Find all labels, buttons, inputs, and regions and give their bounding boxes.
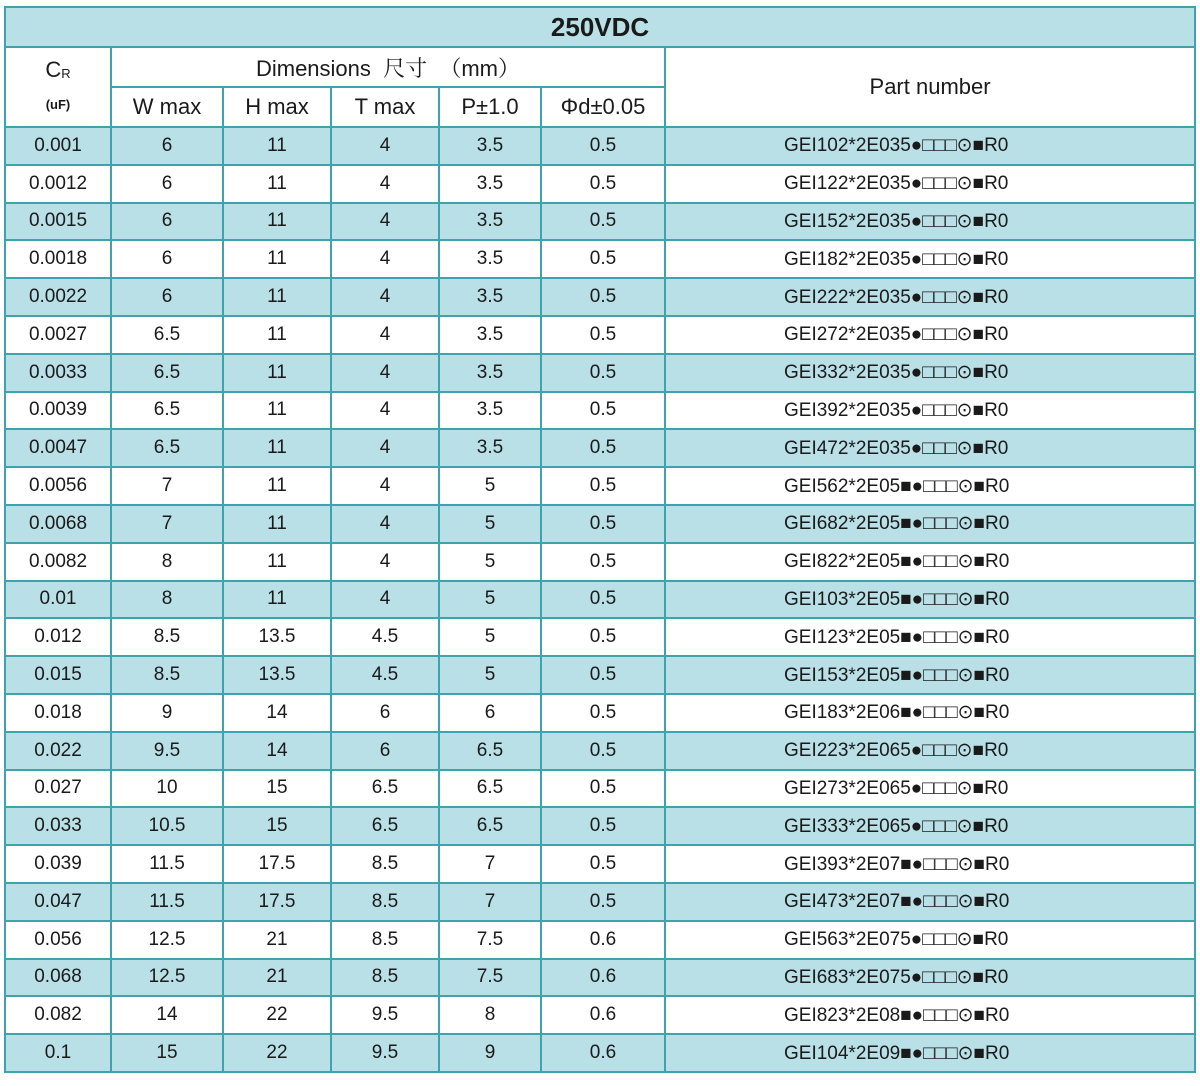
cell-capacitance: 0.0047 <box>5 429 111 467</box>
table-row <box>5 278 1195 316</box>
cell-lead-diameter: 0.5 <box>541 694 665 732</box>
cell-w-max: 8 <box>111 543 223 581</box>
cell-lead-diameter: 0.6 <box>541 921 665 959</box>
cell-t-max: 9.5 <box>331 996 439 1034</box>
cell-t-max: 4 <box>331 505 439 543</box>
cell-capacitance: 0.1 <box>5 1034 111 1072</box>
cell-capacitance: 0.022 <box>5 732 111 770</box>
cell-w-max: 6 <box>111 165 223 203</box>
cell-part-number: GEI822*2E05■●□□□⊙■R0 <box>665 543 1195 581</box>
table-row <box>5 807 1195 845</box>
cell-capacitance: 0.039 <box>5 845 111 883</box>
table-body <box>5 127 1195 1072</box>
header-pitch: P±1.0 <box>439 87 541 127</box>
cell-w-max: 6 <box>111 127 223 165</box>
cell-capacitance: 0.0018 <box>5 240 111 278</box>
cell-part-number: GEI392*2E035●□□□⊙■R0 <box>665 392 1195 430</box>
cell-t-max: 9.5 <box>331 1034 439 1072</box>
table-row <box>5 429 1195 467</box>
cell-h-max: 11 <box>223 581 331 619</box>
cell-part-number: GEI562*2E05■●□□□⊙■R0 <box>665 467 1195 505</box>
table-row <box>5 732 1195 770</box>
cell-capacitance: 0.0027 <box>5 316 111 354</box>
header-t-max: T max <box>331 87 439 127</box>
cell-pitch: 5 <box>439 505 541 543</box>
cell-t-max: 8.5 <box>331 845 439 883</box>
cell-lead-diameter: 0.5 <box>541 543 665 581</box>
cell-pitch: 6.5 <box>439 807 541 845</box>
cell-h-max: 14 <box>223 732 331 770</box>
table-row <box>5 127 1195 165</box>
cell-h-max: 15 <box>223 770 331 808</box>
cell-lead-diameter: 0.5 <box>541 581 665 619</box>
cell-t-max: 4 <box>331 127 439 165</box>
cell-w-max: 6.5 <box>111 429 223 467</box>
cell-w-max: 12.5 <box>111 921 223 959</box>
cell-capacitance: 0.015 <box>5 656 111 694</box>
table-row <box>5 543 1195 581</box>
cell-t-max: 8.5 <box>331 883 439 921</box>
table-row <box>5 694 1195 732</box>
cell-h-max: 11 <box>223 429 331 467</box>
cell-part-number: GEI182*2E035●□□□⊙■R0 <box>665 240 1195 278</box>
cell-w-max: 9 <box>111 694 223 732</box>
header-capacitance-subscript: R <box>61 65 71 81</box>
cell-pitch: 3.5 <box>439 240 541 278</box>
cell-lead-diameter: 0.5 <box>541 505 665 543</box>
cell-lead-diameter: 0.5 <box>541 278 665 316</box>
table-row <box>5 316 1195 354</box>
cell-h-max: 11 <box>223 316 331 354</box>
cell-capacitance: 0.0012 <box>5 165 111 203</box>
cell-w-max: 6.5 <box>111 354 223 392</box>
cell-w-max: 7 <box>111 467 223 505</box>
cell-capacitance: 0.0022 <box>5 278 111 316</box>
table-row <box>5 505 1195 543</box>
cell-w-max: 15 <box>111 1034 223 1072</box>
cell-part-number: GEI273*2E065●□□□⊙■R0 <box>665 770 1195 808</box>
cell-part-number: GEI102*2E035●□□□⊙■R0 <box>665 127 1195 165</box>
cell-lead-diameter: 0.5 <box>541 467 665 505</box>
cell-lead-diameter: 0.5 <box>541 240 665 278</box>
cell-capacitance: 0.0082 <box>5 543 111 581</box>
cell-pitch: 6.5 <box>439 732 541 770</box>
cell-t-max: 4 <box>331 429 439 467</box>
cell-capacitance: 0.027 <box>5 770 111 808</box>
cell-part-number: GEI682*2E05■●□□□⊙■R0 <box>665 505 1195 543</box>
cell-pitch: 7 <box>439 883 541 921</box>
cell-t-max: 4.5 <box>331 618 439 656</box>
cell-pitch: 3.5 <box>439 316 541 354</box>
cell-pitch: 8 <box>439 996 541 1034</box>
cell-lead-diameter: 0.5 <box>541 656 665 694</box>
cell-part-number: GEI152*2E035●□□□⊙■R0 <box>665 203 1195 241</box>
cell-part-number: GEI123*2E05■●□□□⊙■R0 <box>665 618 1195 656</box>
cell-t-max: 4 <box>331 543 439 581</box>
cell-w-max: 11.5 <box>111 845 223 883</box>
cell-part-number: GEI222*2E035●□□□⊙■R0 <box>665 278 1195 316</box>
cell-w-max: 6 <box>111 278 223 316</box>
cell-lead-diameter: 0.5 <box>541 354 665 392</box>
cell-capacitance: 0.0056 <box>5 467 111 505</box>
cell-w-max: 10.5 <box>111 807 223 845</box>
cell-pitch: 5 <box>439 581 541 619</box>
cell-lead-diameter: 0.5 <box>541 807 665 845</box>
cell-pitch: 7.5 <box>439 921 541 959</box>
cell-lead-diameter: 0.5 <box>541 203 665 241</box>
table-row <box>5 921 1195 959</box>
table-row <box>5 996 1195 1034</box>
cell-capacitance: 0.001 <box>5 127 111 165</box>
cell-pitch: 7 <box>439 845 541 883</box>
cell-pitch: 6.5 <box>439 770 541 808</box>
header-capacitance-unit: (uF) <box>45 96 71 112</box>
header-capacitance <box>5 47 111 127</box>
table-row <box>5 656 1195 694</box>
cell-t-max: 4 <box>331 467 439 505</box>
cell-t-max: 6.5 <box>331 770 439 808</box>
cell-t-max: 4 <box>331 165 439 203</box>
table-row <box>5 203 1195 241</box>
table-row <box>5 467 1195 505</box>
cell-pitch: 5 <box>439 543 541 581</box>
cell-w-max: 8.5 <box>111 656 223 694</box>
cell-lead-diameter: 0.5 <box>541 770 665 808</box>
table-row <box>5 770 1195 808</box>
cell-w-max: 9.5 <box>111 732 223 770</box>
spec-table-container <box>4 6 1194 1078</box>
cell-capacitance: 0.047 <box>5 883 111 921</box>
cell-capacitance: 0.068 <box>5 959 111 997</box>
table-row <box>5 883 1195 921</box>
cell-w-max: 7 <box>111 505 223 543</box>
cell-w-max: 14 <box>111 996 223 1034</box>
cell-t-max: 6.5 <box>331 807 439 845</box>
cell-h-max: 21 <box>223 921 331 959</box>
cell-lead-diameter: 0.5 <box>541 883 665 921</box>
table-row <box>5 845 1195 883</box>
cell-h-max: 11 <box>223 392 331 430</box>
table-row <box>5 354 1195 392</box>
cell-lead-diameter: 0.6 <box>541 996 665 1034</box>
cell-part-number: GEI823*2E08■●□□□⊙■R0 <box>665 996 1195 1034</box>
cell-w-max: 6.5 <box>111 316 223 354</box>
cell-part-number: GEI473*2E07■●□□□⊙■R0 <box>665 883 1195 921</box>
cell-pitch: 3.5 <box>439 354 541 392</box>
cell-w-max: 10 <box>111 770 223 808</box>
cell-h-max: 22 <box>223 1034 331 1072</box>
cell-lead-diameter: 0.6 <box>541 959 665 997</box>
cell-h-max: 21 <box>223 959 331 997</box>
cell-t-max: 4.5 <box>331 656 439 694</box>
cell-t-max: 4 <box>331 316 439 354</box>
cell-part-number: GEI332*2E035●□□□⊙■R0 <box>665 354 1195 392</box>
header-part-number: Part number <box>665 47 1195 127</box>
table-row <box>5 392 1195 430</box>
cell-pitch: 3.5 <box>439 165 541 203</box>
cell-capacitance: 0.012 <box>5 618 111 656</box>
cell-lead-diameter: 0.5 <box>541 429 665 467</box>
cell-lead-diameter: 0.5 <box>541 165 665 203</box>
cell-h-max: 11 <box>223 127 331 165</box>
header-h-max: H max <box>223 87 331 127</box>
cell-part-number: GEI183*2E06■●□□□⊙■R0 <box>665 694 1195 732</box>
cell-h-max: 11 <box>223 354 331 392</box>
cell-pitch: 5 <box>439 467 541 505</box>
cell-w-max: 12.5 <box>111 959 223 997</box>
cell-pitch: 3.5 <box>439 429 541 467</box>
cell-w-max: 11.5 <box>111 883 223 921</box>
table-row <box>5 240 1195 278</box>
cell-t-max: 6 <box>331 694 439 732</box>
cell-lead-diameter: 0.5 <box>541 392 665 430</box>
cell-part-number: GEI472*2E035●□□□⊙■R0 <box>665 429 1195 467</box>
cell-pitch: 5 <box>439 656 541 694</box>
cell-pitch: 3.5 <box>439 127 541 165</box>
header-capacitance-symbol: C <box>45 56 62 82</box>
cell-t-max: 4 <box>331 278 439 316</box>
cell-t-max: 4 <box>331 581 439 619</box>
capacitor-spec-table <box>4 6 1196 1073</box>
header-w-max: W max <box>111 87 223 127</box>
cell-h-max: 11 <box>223 505 331 543</box>
cell-capacitance: 0.018 <box>5 694 111 732</box>
table-row <box>5 581 1195 619</box>
table-row <box>5 165 1195 203</box>
cell-part-number: GEI393*2E07■●□□□⊙■R0 <box>665 845 1195 883</box>
cell-t-max: 4 <box>331 203 439 241</box>
cell-part-number: GEI122*2E035●□□□⊙■R0 <box>665 165 1195 203</box>
cell-h-max: 11 <box>223 278 331 316</box>
cell-t-max: 4 <box>331 392 439 430</box>
cell-h-max: 11 <box>223 543 331 581</box>
cell-capacitance: 0.082 <box>5 996 111 1034</box>
cell-h-max: 11 <box>223 240 331 278</box>
cell-w-max: 6 <box>111 203 223 241</box>
cell-h-max: 13.5 <box>223 618 331 656</box>
cell-h-max: 17.5 <box>223 845 331 883</box>
cell-lead-diameter: 0.5 <box>541 316 665 354</box>
cell-part-number: GEI223*2E065●□□□⊙■R0 <box>665 732 1195 770</box>
table-row <box>5 959 1195 997</box>
cell-pitch: 9 <box>439 1034 541 1072</box>
table-title: 250VDC <box>5 7 1195 47</box>
cell-lead-diameter: 0.5 <box>541 732 665 770</box>
cell-w-max: 8.5 <box>111 618 223 656</box>
header-lead-diameter: Φd±0.05 <box>541 87 665 127</box>
cell-w-max: 6 <box>111 240 223 278</box>
cell-capacitance: 0.056 <box>5 921 111 959</box>
cell-lead-diameter: 0.6 <box>541 1034 665 1072</box>
cell-lead-diameter: 0.5 <box>541 845 665 883</box>
cell-capacitance: 0.033 <box>5 807 111 845</box>
cell-capacitance: 0.0068 <box>5 505 111 543</box>
cell-h-max: 11 <box>223 203 331 241</box>
cell-part-number: GEI153*2E05■●□□□⊙■R0 <box>665 656 1195 694</box>
cell-lead-diameter: 0.5 <box>541 618 665 656</box>
cell-w-max: 6.5 <box>111 392 223 430</box>
cell-pitch: 3.5 <box>439 392 541 430</box>
cell-h-max: 13.5 <box>223 656 331 694</box>
cell-part-number: GEI104*2E09■●□□□⊙■R0 <box>665 1034 1195 1072</box>
cell-part-number: GEI683*2E075●□□□⊙■R0 <box>665 959 1195 997</box>
cell-h-max: 11 <box>223 165 331 203</box>
cell-pitch: 3.5 <box>439 278 541 316</box>
cell-part-number: GEI103*2E05■●□□□⊙■R0 <box>665 581 1195 619</box>
cell-part-number: GEI333*2E065●□□□⊙■R0 <box>665 807 1195 845</box>
cell-t-max: 8.5 <box>331 959 439 997</box>
cell-t-max: 4 <box>331 354 439 392</box>
cell-part-number: GEI272*2E035●□□□⊙■R0 <box>665 316 1195 354</box>
cell-t-max: 4 <box>331 240 439 278</box>
table-row <box>5 1034 1195 1072</box>
cell-capacitance: 0.0039 <box>5 392 111 430</box>
cell-pitch: 6 <box>439 694 541 732</box>
cell-h-max: 22 <box>223 996 331 1034</box>
cell-h-max: 15 <box>223 807 331 845</box>
cell-part-number: GEI563*2E075●□□□⊙■R0 <box>665 921 1195 959</box>
cell-capacitance: 0.0033 <box>5 354 111 392</box>
table-row <box>5 618 1195 656</box>
cell-h-max: 11 <box>223 467 331 505</box>
cell-pitch: 7.5 <box>439 959 541 997</box>
cell-h-max: 14 <box>223 694 331 732</box>
cell-capacitance: 0.0015 <box>5 203 111 241</box>
header-dimensions: Dimensions 尺寸 （mm） <box>111 47 665 87</box>
cell-t-max: 6 <box>331 732 439 770</box>
cell-pitch: 5 <box>439 618 541 656</box>
cell-capacitance: 0.01 <box>5 581 111 619</box>
cell-pitch: 3.5 <box>439 203 541 241</box>
cell-lead-diameter: 0.5 <box>541 127 665 165</box>
cell-w-max: 8 <box>111 581 223 619</box>
cell-h-max: 17.5 <box>223 883 331 921</box>
cell-t-max: 8.5 <box>331 921 439 959</box>
